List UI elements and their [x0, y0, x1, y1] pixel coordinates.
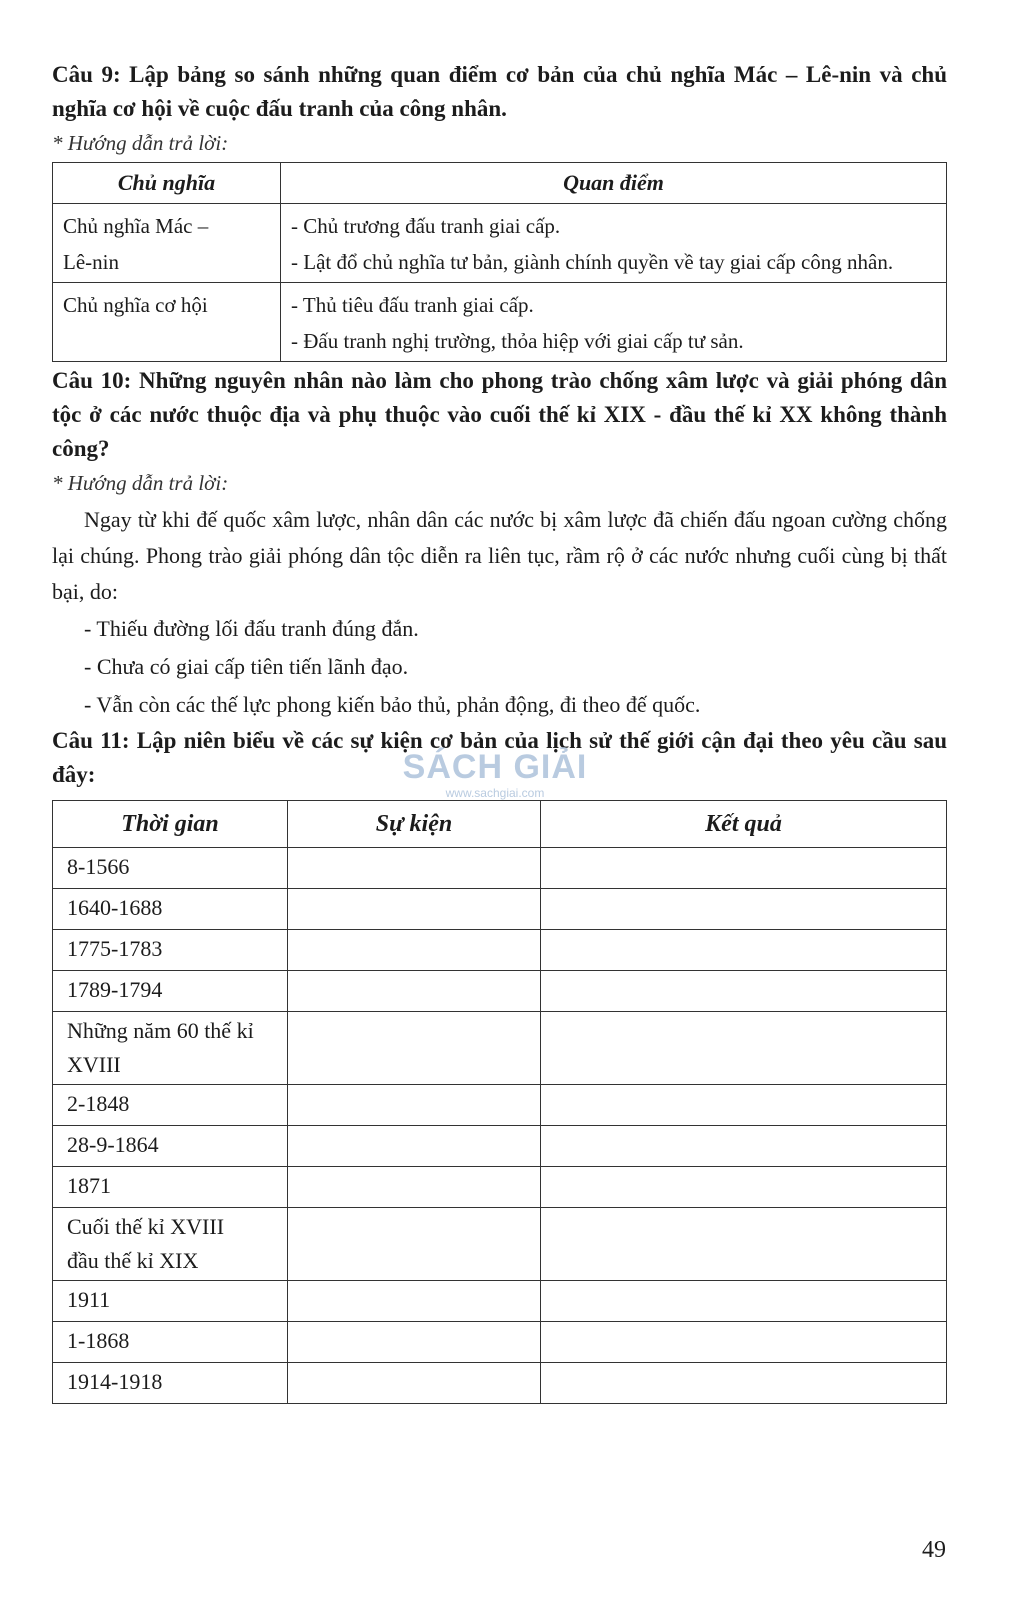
result-cell[interactable] — [541, 1281, 947, 1322]
viewpoint-item: - Lật đổ chủ nghĩa tư bản, giành chính quyền về tay giai cấp công nhân. — [291, 250, 894, 274]
event-cell[interactable] — [288, 1281, 541, 1322]
time-text: XVIII — [67, 1052, 121, 1077]
table-row — [53, 1281, 947, 1322]
time-text: Cuối thế kỉ XVIII — [67, 1214, 225, 1239]
doctrine-name-line: Lê-nin — [63, 250, 119, 274]
answer-bullet: - Thiếu đường lối đấu tranh đúng đắn. — [84, 616, 419, 641]
time-text: 2-1848 — [67, 1091, 130, 1116]
result-cell[interactable] — [541, 889, 947, 930]
time-cell — [53, 1085, 288, 1126]
answer-bullet: - Chưa có giai cấp tiên tiến lãnh đạo. — [84, 654, 409, 679]
table-header-row — [53, 163, 947, 204]
result-cell[interactable] — [541, 1208, 947, 1281]
page-content — [52, 58, 947, 1404]
header-doctrine: Chủ nghĩa — [53, 163, 281, 204]
event-cell[interactable] — [288, 1208, 541, 1281]
event-cell[interactable] — [288, 930, 541, 971]
answer-guide-label-10: * Hướng dẫn trả lời: — [52, 471, 229, 495]
answer-paragraph: Ngay từ khi đế quốc xâm lược, nhân dân các nước bị xâm lược đã chiến đấu ngoan cường chống lại chúng. Phong trào giải phóng dân tộc diễn ra liên tục, rầm rộ ở các nước nhưng cuối cùng bị thất bại, do: — [52, 507, 947, 604]
time-cell — [53, 1281, 288, 1322]
event-cell[interactable] — [288, 1363, 541, 1404]
viewpoint-item: - Đấu tranh nghị trường, thỏa hiệp với giai cấp tư sản. — [291, 329, 744, 353]
table-row — [53, 1085, 947, 1126]
question-9: Câu 9: Lập bảng so sánh những quan điểm cơ bản của chủ nghĩa Mác – Lê-nin và chủ nghĩa cơ hội về cuộc đấu tranh của công nhân. — [52, 62, 947, 121]
time-cell — [53, 1208, 288, 1281]
table-header-row — [53, 801, 947, 848]
time-cell — [53, 1322, 288, 1363]
event-cell[interactable] — [288, 1085, 541, 1126]
event-cell[interactable] — [288, 971, 541, 1012]
viewpoint-item: - Thủ tiêu đấu tranh giai cấp. — [291, 293, 534, 317]
table-row — [53, 1167, 947, 1208]
time-text: đầu thế kỉ XIX — [67, 1248, 199, 1273]
event-cell[interactable] — [288, 1012, 541, 1085]
viewpoint-item: - Chủ trương đấu tranh giai cấp. — [291, 214, 561, 238]
time-text: 1871 — [67, 1173, 111, 1198]
result-cell[interactable] — [541, 1363, 947, 1404]
time-text: 1-1868 — [67, 1328, 130, 1353]
page-number: 49 — [922, 1537, 946, 1563]
time-text: 1914-1918 — [67, 1369, 163, 1394]
event-cell[interactable] — [288, 1167, 541, 1208]
time-cell — [53, 971, 288, 1012]
result-cell[interactable] — [541, 1322, 947, 1363]
time-text: 8-1566 — [67, 854, 130, 879]
time-text: 1775-1783 — [67, 936, 163, 961]
table-row — [53, 283, 947, 362]
time-cell — [53, 889, 288, 930]
time-text: 1640-1688 — [67, 895, 163, 920]
question-11: Câu 11: Lập niên biểu về các sự kiện cơ bản của lịch sử thế giới cận đại theo yêu cầu sau đây: — [52, 728, 947, 787]
result-cell[interactable] — [541, 930, 947, 971]
table-row — [53, 1126, 947, 1167]
table-row — [53, 1012, 947, 1085]
time-cell — [53, 848, 288, 889]
result-cell[interactable] — [541, 1085, 947, 1126]
result-cell[interactable] — [541, 1126, 947, 1167]
header-viewpoint: Quan điểm — [281, 163, 947, 204]
watermark-title: SÁCH GIẢI — [402, 748, 588, 786]
time-text: 1911 — [67, 1287, 111, 1312]
result-cell[interactable] — [541, 971, 947, 1012]
doctrine-name-line: Chủ nghĩa cơ hội — [63, 293, 208, 317]
viewpoint-cell — [281, 204, 947, 283]
question-10: Câu 10: Những nguyên nhân nào làm cho phong trào chống xâm lược và giải phóng dân tộc ở các nước thuộc địa và phụ thuộc vào cuối thế kỉ XIX - đầu thế kỉ XX không thành công? — [52, 368, 947, 461]
time-cell — [53, 1363, 288, 1404]
table-row — [53, 1322, 947, 1363]
table-row — [53, 930, 947, 971]
result-cell[interactable] — [541, 848, 947, 889]
table-row — [53, 204, 947, 283]
header-result: Kết quả — [541, 801, 947, 848]
table-row — [53, 848, 947, 889]
result-cell[interactable] — [541, 1012, 947, 1085]
time-text: 28-9-1864 — [67, 1132, 159, 1157]
event-cell[interactable] — [288, 889, 541, 930]
table-row — [53, 1363, 947, 1404]
watermark-url: www.sachgiai.com — [445, 786, 545, 800]
answer-bullet: - Vẫn còn các thế lực phong kiến bảo thủ, phản động, đi theo đế quốc. — [84, 692, 701, 717]
viewpoint-cell — [281, 283, 947, 362]
header-event: Sự kiện — [288, 801, 541, 848]
time-cell — [53, 1126, 288, 1167]
time-text: Những năm 60 thế kỉ — [67, 1018, 254, 1043]
doctrine-cell — [53, 283, 281, 362]
event-cell[interactable] — [288, 848, 541, 889]
doctrine-name-line: Chủ nghĩa Mác – — [63, 214, 209, 238]
comparison-table — [52, 162, 947, 362]
time-text: 1789-1794 — [67, 977, 163, 1002]
chronology-table — [52, 800, 947, 1404]
result-cell[interactable] — [541, 1167, 947, 1208]
time-cell — [53, 1167, 288, 1208]
watermark — [400, 748, 590, 800]
table-row — [53, 889, 947, 930]
header-time: Thời gian — [53, 801, 288, 848]
table-row — [53, 971, 947, 1012]
event-cell[interactable] — [288, 1322, 541, 1363]
time-cell — [53, 930, 288, 971]
answer-guide-label-9: * Hướng dẫn trả lời: — [52, 131, 229, 155]
table-row — [53, 1208, 947, 1281]
event-cell[interactable] — [288, 1126, 541, 1167]
doctrine-cell — [53, 204, 281, 283]
time-cell — [53, 1012, 288, 1085]
